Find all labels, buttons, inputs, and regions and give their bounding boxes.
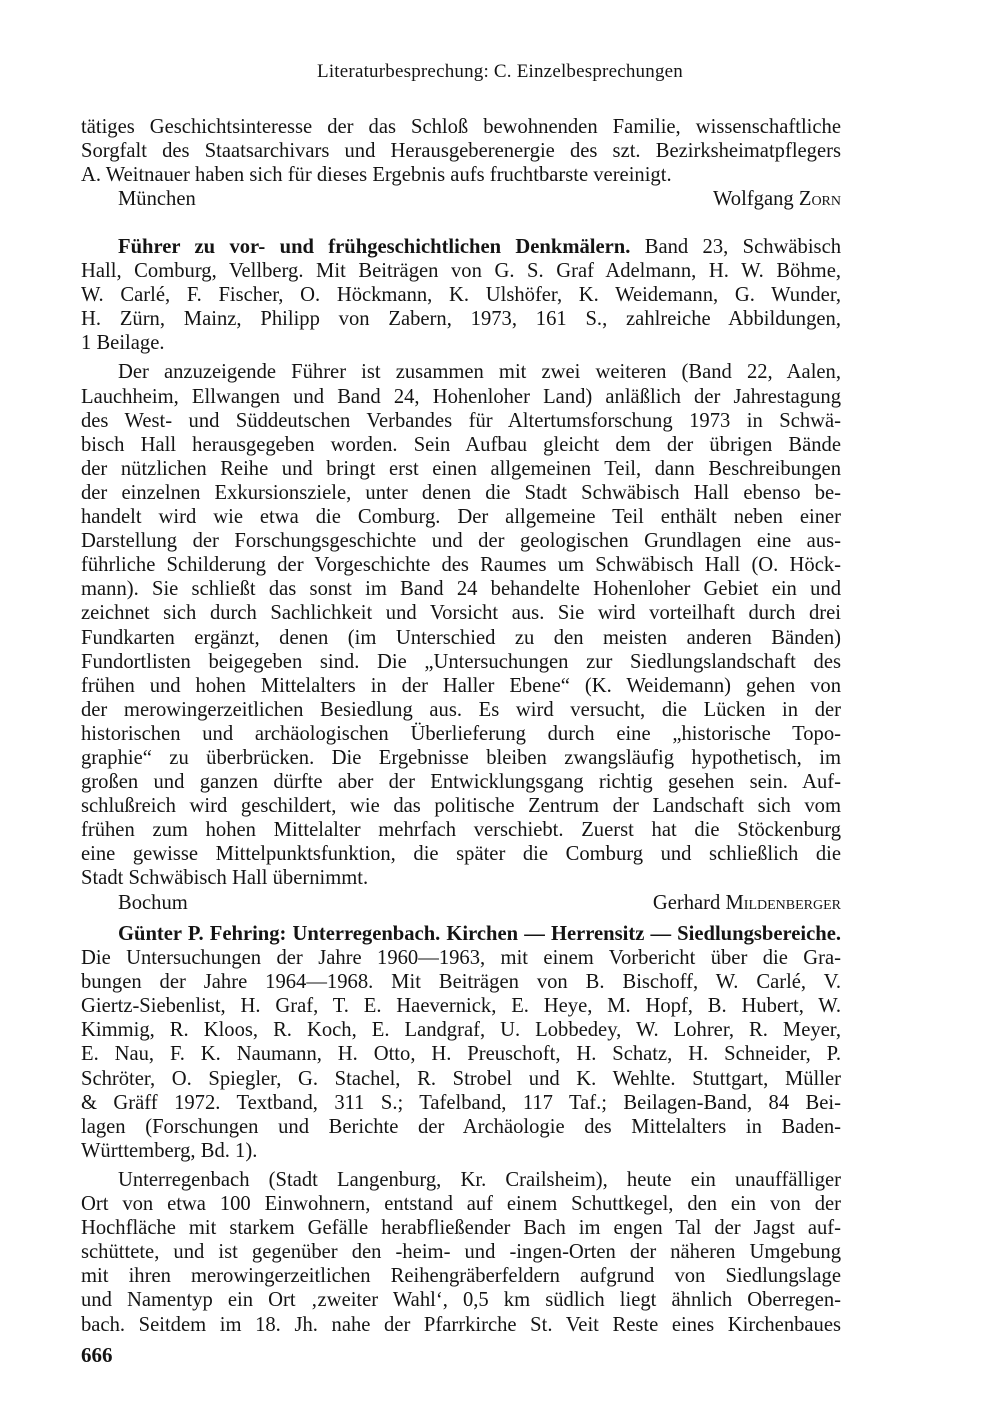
text-line: frühen und hohen Mittelalters in der Haller Ebene“ (K. Weidemann) gehen von: [81, 674, 841, 697]
text-line: graphie“ zu überbrücken. Die Ergebnisse bleiben zwangsläufig hypothetisch, im: [81, 746, 841, 769]
text-line: der merowingerzeitlichen Besiedlung aus. Es wird versucht, die Lücken in der: [81, 698, 841, 721]
heading-line: Schröter, O. Spiegler, G. Stachel, R. Strobel und K. Wehlte. Stuttgart, Müller: [81, 1067, 841, 1090]
text-line: bisch Hall herausgegeben worden. Sein Aufbau gleicht dem der übrigen Bände: [81, 433, 841, 456]
running-head: Literaturbesprechung: C. Einzelbesprechungen: [317, 61, 683, 82]
text-line: schlußreich wird geschildert, wie das politische Zentrum der Landschaft sich vom: [81, 795, 841, 818]
text-line: frühen zum hohen Mittelalter mehrfach verschiebt. Zuerst hat die Stöckenburg: [81, 819, 841, 842]
review-2-heading: [81, 235, 841, 355]
text-line: Hochfläche mit starkem Gefälle herabfließender Bach im engen Tal der Jagst auf-: [81, 1217, 841, 1240]
text-line: mit ihren merowingerzeitlichen Reihengräberfeldern aufgrund von Siedlungslage: [81, 1265, 841, 1288]
review-1-tail: [81, 115, 841, 211]
book-title: Führer zu vor- und frühgeschichtlichen Denkmälern.: [118, 236, 631, 258]
review-3: [81, 922, 841, 1337]
book-title: Günter P. Fehring: Unterregenbach. Kirchen — Herrensitz — Siedlungsbereiche.: [118, 923, 841, 945]
text-line: führliche Schilderung der Vorgeschichte des Raumes um Schwäbisch Hall (O. Höck-: [81, 554, 841, 577]
text-line: der einzelnen Exkursionsziele, unter denen die Stadt Schwäbisch Hall ebenso be-: [81, 481, 841, 504]
text-line: tätiges Geschichtsinteresse der das Schloß bewohnenden Familie, wissenschaftliche: [81, 116, 841, 138]
heading-line: Giertz-Siebenlist, H. Graf, T. E. Haevernick, E. Heye, M. Hopf, B. Hubert, W.: [81, 995, 841, 1018]
review-3-body: [81, 1168, 841, 1337]
heading-line: H. Zürn, Mainz, Philipp von Zabern, 1973, 161 S., zahlreiche Abbildungen,: [81, 308, 841, 331]
text-line: Ort von etwa 100 Einwohnern, entstand auf einem Schuttkegel, den ein von der: [81, 1193, 841, 1216]
review-2-body: [81, 360, 841, 890]
text-line: Darstellung der Forschungsgeschichte und der geologischen Grundlagen eine aus-: [81, 530, 841, 553]
text-line: zeichnet sich durch Sachlichkeit und Vorsicht aus. Sie wird vorteilhaft durch drei: [81, 602, 841, 625]
text-line: des West- und Süddeutschen Verbandes für Altertumsforschung 1973 in Schwä-: [81, 409, 841, 432]
text-line: Lauchheim, Ellwangen und Band 24, Hohenloher Land) anläßlich der Jahrestagung: [81, 385, 841, 408]
heading-line: [81, 235, 841, 259]
heading-line: W. Carlé, F. Fischer, O. Höckmann, K. Ulshöfer, K. Weidemann, G. Wunder,: [81, 284, 841, 307]
review-3-heading: [81, 922, 841, 1163]
text-line: A. Weitnauer haben sich für dieses Ergebnis aufs fruchtbarste vereinigt.: [81, 164, 672, 187]
reviewer-last-name: Mildenberger: [725, 891, 841, 914]
text-line: großen und ganzen dürfte aber der Entwicklungsgang richtig gesehen sein. Auf-: [81, 771, 841, 794]
heading-line: [81, 922, 841, 946]
review-place: München: [118, 188, 196, 211]
heading-line: 1 Beilage.: [81, 332, 165, 355]
text-line: der nützlichen Reihe und bringt erst einen allgemeinen Teil, dann Beschreibungen: [81, 457, 841, 480]
text-line: eine gewisse Mittelpunktsfunktion, die später die Comburg und schließlich die: [81, 843, 841, 866]
text-line: Stadt Schwäbisch Hall übernimmt.: [81, 867, 369, 890]
heading-line: Württemberg, Bd. 1).: [81, 1139, 258, 1162]
heading-line: lagen (Forschungen und Berichte der Archäologie des Mittelalters in Baden-: [81, 1115, 841, 1138]
heading-text: Band 23, Schwäbisch: [630, 236, 842, 258]
text-line: Fundkarten ergänzt, denen (im Unterschied zu den meisten anderen Bänden): [81, 626, 841, 649]
text-line: Der anzuzeigende Führer ist zusammen mit zwei weiteren (Band 22, Aalen,: [118, 361, 841, 384]
reviewer-first-name: Wolfgang: [713, 188, 794, 211]
reviewer-first-name: Gerhard: [652, 891, 721, 914]
heading-line: bungen der Jahre 1964—1968. Mit Beiträgen von B. Bischoff, W. Carlé, V.: [81, 971, 841, 994]
text-line: historischen und archäologischen Überlieferung durch eine „historische Topo-: [81, 722, 841, 745]
text-line: und Namentyp ein Ort ‚zweiter Wahl‘, 0,5 km südlich liegt ähnlich Oberregen-: [81, 1289, 841, 1312]
reviewer-name: [713, 187, 841, 211]
text-line: bach. Seitdem im 18. Jh. nahe der Pfarrkirche St. Veit Reste eines Kirchenbaues: [81, 1313, 841, 1336]
review-2: [81, 235, 841, 915]
heading-line: & Gräff 1972. Textband, 311 S.; Tafelband, 117 Taf.; Beilagen-Band, 84 Bei-: [81, 1091, 841, 1114]
text-line: Fundortlisten beigegeben sind. Die „Untersuchungen zur Siedlungslandschaft des: [81, 650, 841, 673]
reviewer-last-name: Zorn: [798, 188, 841, 211]
text-line: mann). Sie schließt das sonst im Band 24 behandelte Hohenloher Gebiet ein und: [81, 578, 841, 601]
page-number: 666: [81, 1343, 113, 1367]
heading-line: Kimmig, R. Kloos, R. Koch, E. Landgraf, U. Lobbedey, W. Lohrer, R. Meyer,: [81, 1019, 841, 1042]
text-line: Unterregenbach (Stadt Langenburg, Kr. Crailsheim), heute ein unauffälliger: [118, 1168, 841, 1191]
reviewer-name: [653, 891, 841, 915]
heading-line: E. Nau, F. K. Naumann, H. Otto, H. Preuschoft, H. Schatz, H. Schneider, P.: [81, 1043, 841, 1066]
text-line: handelt wird wie etwa die Comburg. Der allgemeine Teil enthält neben einer: [81, 506, 841, 529]
review-place: Bochum: [118, 891, 188, 914]
review-2-signature: [81, 891, 841, 915]
heading-line: Die Untersuchungen der Jahre 1960—1963, mit einem Vorbericht über die Gra-: [81, 947, 841, 970]
text-line: Sorgfalt des Staatsarchivars und Herausgeberenergie des szt. Bezirksheimatpflegers: [81, 140, 841, 163]
review-1-signature: [81, 187, 841, 211]
heading-line: Hall, Comburg, Vellberg. Mit Beiträgen von G. S. Graf Adelmann, H. W. Böhme,: [81, 260, 841, 283]
text-line: schüttete, und ist gegenüber den -heim- und -ingen-Orten der näheren Umgebung: [81, 1241, 841, 1264]
